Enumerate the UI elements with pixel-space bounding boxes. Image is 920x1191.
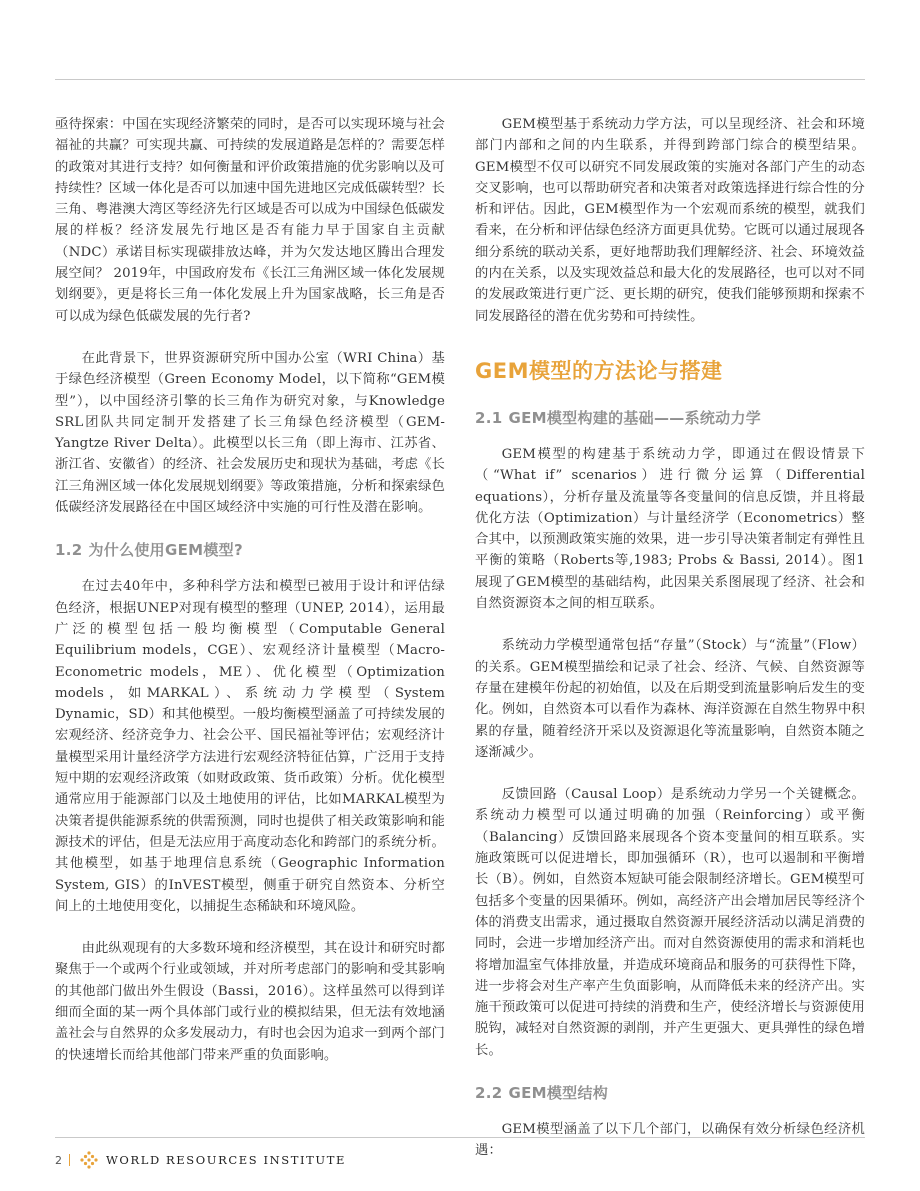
- section-2-2-heading: [475, 1082, 865, 1103]
- page-number: 2: [55, 1153, 62, 1167]
- page-footer: [55, 1149, 346, 1171]
- section-1-2-paragraph-2: 由此纵观现有的大多数环境和经济模型，其在设计和研究时都聚焦于一个或两个行业或领域，并对所考虑部门的影响和受其影响的其他部门做出外生假设（Bassi，2016）。这样虽然可以得到详细而全面的某一两个具体部门或行业的模拟结果，但无法有效地涵盖社会与自然界的众多发展动力，有时也会因为追求一到两个部门的快速增长而给其他部门带来严重的负面影响。: [55, 941, 445, 1063]
- right-column: [475, 114, 865, 1183]
- section-title: 为什么使用GEM模型?: [88, 541, 243, 560]
- section-2-1-heading: [475, 407, 865, 428]
- gem-intro-paragraph: GEM模型基于系统动力学方法，可以呈现经济、社会和环境部门内部和之间的内生联系，并得到跨部门综合的模型结果。GEM模型不仅可以研究不同发展政策的实施对各部门产生的动态交叉影响，也可以帮助研究者和决策者对政策选择进行综合性的分析和评估。因此，GEM模型作为一个宏观而系统的模型，就我们看来，在分析和评估绿色经济方面更具优势。它既可以通过展现各细分系统的联动关系，更好地帮助我们理解经济、社会、环境效益的内在关系，以及实现效益总和最大化的发展路径，也可以对不同的发展政策进行更广泛、更长期的研究，使我们能够预期和探索不同发展路径的潜在优劣势和可持续性。: [475, 117, 865, 324]
- wri-logo-icon: [79, 1150, 99, 1170]
- section-2-1-paragraph-2: 系统动力学模型通常包括“存量”（Stock）与“流量”（Flow）的关系。GEM模型描绘和记录了社会、经济、气候、自然资源等存量在建模年份起的初始值，以及在后期受到流量影响后发生的变化。例如，自然资本可以看作为森林、海洋资源在自然生物界中积累的存量，随着经济开采以及资源退化等流量影响，自然资本随之逐渐减少。: [475, 638, 865, 760]
- left-column: [55, 114, 445, 1087]
- top-divider: [55, 79, 865, 80]
- intro-paragraph-2: 在此背景下，世界资源研究所中国办公室（WRI China）基于绿色经济模型（Green Economy Model，以下简称“GEM模型”），以中国经济引擎的长三角作为研究对象，与Knowledge SRL团队共同定制开发搭建了长三角绿色经济模型（GEM-Yangtze River Delta）。此模型以长三角（即上海市、江苏省、浙江省、安徽省）的经济、社会发展历史和现状为基础，考虑《长江三角洲区域一体化发展规划纲要》等政策措施，分析和探索绿色低碳经济发展路径在中国区域经济中实施的可行性及潜在影响。: [55, 350, 445, 516]
- section-title: GEM模型结构: [508, 1083, 609, 1102]
- section-number: 1.2: [55, 541, 83, 560]
- section-1-2-heading: [55, 539, 445, 560]
- organization-name: WORLD RESOURCES INSTITUTE: [106, 1153, 346, 1167]
- intro-paragraph-1: 亟待探索：中国在实现经济繁荣的同时，是否可以实现环境与社会福祉的共赢？可实现共赢、可持续的发展道路是怎样的？需要怎样的政策对其进行支持？如何衡量和评价政策措施的优劣影响以及可持续性？区域一体化是否可以加速中国先进地区完成低碳转型？长三角、粤港澳大湾区等经济先行区域是否可以成为中国绿色低碳发展的样板？经济发展先行地区是否有能力早于国家自主贡献（NDC）承诺目标实现碳排放达峰，并为欠发达地区腾出合理发展空间？ 2019年，中国政府发布《长江三角洲区域一体化发展规划纲要》，更是将长三角一体化发展上升为国家战略，长三角是否可以成为绿色低碳发展的先行者?: [55, 117, 445, 324]
- section-1-2-paragraph-1: 在过去40年中，多种科学方法和模型已被用于设计和评估绿色经济，根据UNEP对现有模型的整理（UNEP, 2014），运用最广泛的模型包括一般均衡模型（Computable General Equilibrium models，CGE）、宏观经济计量模型（Macro-Econometric models，ME）、优化模型（Optimization models，如MARKAL）、系统动力学模型（System Dynamic，SD）和其他模型。一般均衡模型涵盖了可持续发展的宏观经济、经济竞争力、社会公平、国民福祉等评估；宏观经济计量模型采用计量经济学方法进行宏观经济特征估算，广泛用于支持短中期的宏观经济政策（如财政政策、货币政策）分析。优化模型通常应用于能源部门以及土地使用的评估，比如MARKAL模型为决策者提供能源系统的供需预测，同时也提供了相关政策影响和能源技术的评估，但是无法应用于高度动态化和跨部门的系统分析。其他模型，如基于地理信息系统（Geographic Information System, GIS）的InVEST模型，侧重于研究自然资本、分析空间上的土地使用变化，以捕捉生态稀缺和环境风险。: [55, 579, 445, 914]
- section-2-1-paragraph-1: GEM模型的构建基于系统动力学，即通过在假设情景下（“What if” scenarios）进行微分运算（Differential equations），分析存量及流量等各变量间的信息反馈，并且将最优化方法（Optimization）与计量经济学（Econometrics）整合其中，以预测政策实施的效果，进一步引导决策者制定有弹性且平衡的策略（Roberts等,1983; Probs & Bassi, 2014）。图1展现了GEM模型的基础结构，此因果关系图展现了经济、社会和自然资源资本之间的相互联系。: [475, 446, 865, 612]
- section-number: 2.1: [475, 408, 503, 427]
- section-number: 2.2: [475, 1083, 503, 1102]
- section-title: GEM模型构建的基础——系统动力学: [508, 408, 762, 427]
- section-2-1-paragraph-3: 反馈回路（Causal Loop）是系统动力学另一个关键概念。系统动力模型可以通过明确的加强（Reinforcing）或平衡（Balancing）反馈回路来展现各个资本变量间的相互联系。实施政策既可以促进增长，即加强循环（R），也可以遏制和平衡增长（B）。例如，自然资本短缺可能会限制经济增长。GEM模型可包括多个变量的因果循环。例如，高经济产出会增加居民等经济个体的消费支出需求，通过摄取自然资源开展经济活动以满足消费的同时，会进一步增加经济产出。而对自然资源使用的需求和消耗也将增加温室气体排放量，并造成环境商品和服务的可获得性下降，进一步将会对生产率产生负面影响，从而降低未来的经济产出。实施干预政策可以促进可持续的消费和生产，使经济增长与资源使用脱钩，减轻对自然资源的剥削，并产生更强大、更具弹性的绿色增长。: [475, 787, 865, 1058]
- section-2-2-paragraph: GEM模型涵盖了以下几个部门，以确保有效分析绿色经济机遇：: [475, 1121, 865, 1159]
- footer-separator: [69, 1154, 70, 1166]
- section-2-heading: GEM模型的方法论与搭建: [475, 358, 723, 383]
- bottom-divider: [55, 1137, 865, 1138]
